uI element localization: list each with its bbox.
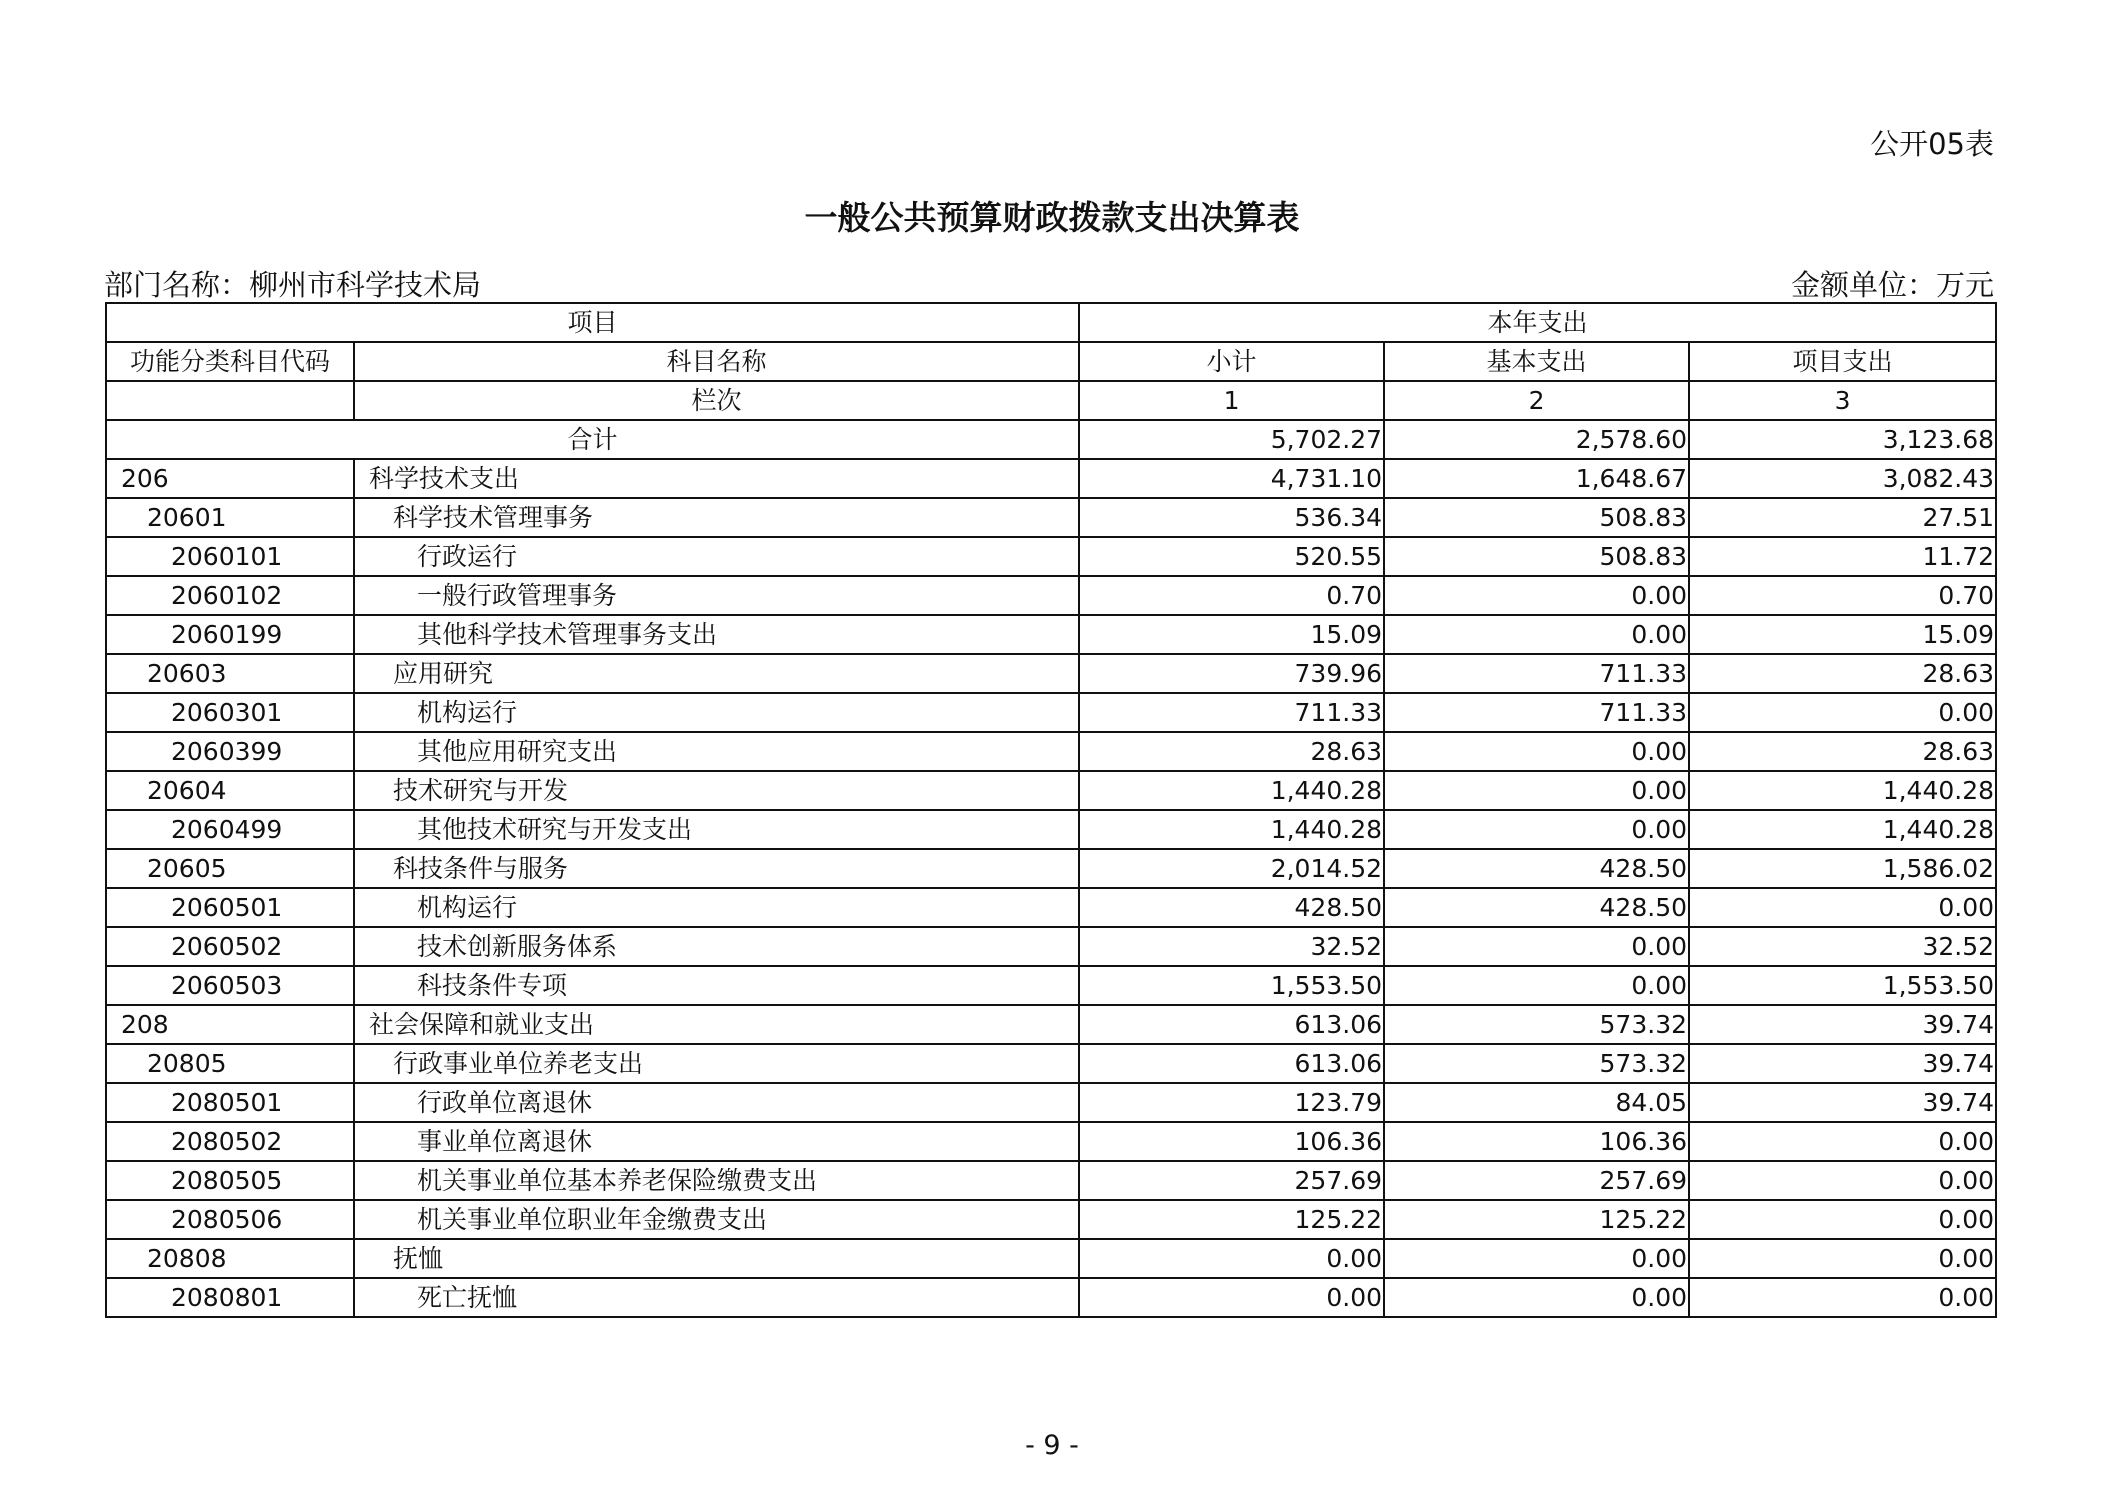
row-basic: 0.00 bbox=[1384, 966, 1689, 1005]
row-name: 技术研究与开发 bbox=[354, 771, 1079, 810]
row-name: 社会保障和就业支出 bbox=[354, 1005, 1079, 1044]
row-name: 科技条件与服务 bbox=[354, 849, 1079, 888]
row-code: 2060199 bbox=[106, 615, 354, 654]
row-subtotal: 1,440.28 bbox=[1079, 810, 1384, 849]
row-code: 20601 bbox=[106, 498, 354, 537]
budget-table bbox=[105, 302, 1997, 1318]
row-basic: 106.36 bbox=[1384, 1122, 1689, 1161]
table-row bbox=[106, 927, 1996, 966]
total-project: 3,123.68 bbox=[1689, 420, 1996, 459]
row-project: 39.74 bbox=[1689, 1005, 1996, 1044]
row-name: 其他科学技术管理事务支出 bbox=[354, 615, 1079, 654]
row-project: 0.00 bbox=[1689, 888, 1996, 927]
row-code: 208 bbox=[106, 1005, 354, 1044]
row-project: 1,553.50 bbox=[1689, 966, 1996, 1005]
row-project: 0.00 bbox=[1689, 1161, 1996, 1200]
row-basic: 0.00 bbox=[1384, 615, 1689, 654]
row-code: 2060501 bbox=[106, 888, 354, 927]
total-label: 合计 bbox=[106, 420, 1079, 459]
header-blank bbox=[106, 381, 354, 420]
row-subtotal: 1,553.50 bbox=[1079, 966, 1384, 1005]
row-subtotal: 536.34 bbox=[1079, 498, 1384, 537]
row-name: 机关事业单位职业年金缴费支出 bbox=[354, 1200, 1079, 1239]
row-subtotal: 4,731.10 bbox=[1079, 459, 1384, 498]
row-name: 机构运行 bbox=[354, 693, 1079, 732]
row-name: 科技条件专项 bbox=[354, 966, 1079, 1005]
row-project: 28.63 bbox=[1689, 732, 1996, 771]
table-row bbox=[106, 1200, 1996, 1239]
table-row bbox=[106, 498, 1996, 537]
row-basic: 0.00 bbox=[1384, 1278, 1689, 1317]
row-subtotal: 257.69 bbox=[1079, 1161, 1384, 1200]
row-code: 20603 bbox=[106, 654, 354, 693]
row-subtotal: 711.33 bbox=[1079, 693, 1384, 732]
row-basic: 0.00 bbox=[1384, 732, 1689, 771]
row-subtotal: 15.09 bbox=[1079, 615, 1384, 654]
header-row-3 bbox=[106, 381, 1996, 420]
row-subtotal: 2,014.52 bbox=[1079, 849, 1384, 888]
header-col-3: 3 bbox=[1689, 381, 1996, 420]
row-basic: 573.32 bbox=[1384, 1005, 1689, 1044]
row-basic: 257.69 bbox=[1384, 1161, 1689, 1200]
table-row bbox=[106, 537, 1996, 576]
row-name: 机关事业单位基本养老保险缴费支出 bbox=[354, 1161, 1079, 1200]
page-title: 一般公共预算财政拨款支出决算表 bbox=[804, 198, 1300, 237]
row-name: 抚恤 bbox=[354, 1239, 1079, 1278]
row-code: 2080506 bbox=[106, 1200, 354, 1239]
row-code: 2060499 bbox=[106, 810, 354, 849]
table-row bbox=[106, 810, 1996, 849]
row-project: 0.00 bbox=[1689, 1278, 1996, 1317]
form-code: 公开05表 bbox=[1870, 127, 1994, 161]
table-row bbox=[106, 1161, 1996, 1200]
row-code: 2080501 bbox=[106, 1083, 354, 1122]
row-basic: 573.32 bbox=[1384, 1044, 1689, 1083]
total-subtotal: 5,702.27 bbox=[1079, 420, 1384, 459]
row-basic: 428.50 bbox=[1384, 888, 1689, 927]
header-col-label: 栏次 bbox=[354, 381, 1079, 420]
row-code: 2060503 bbox=[106, 966, 354, 1005]
table-row bbox=[106, 1044, 1996, 1083]
row-basic: 428.50 bbox=[1384, 849, 1689, 888]
row-basic: 0.00 bbox=[1384, 1239, 1689, 1278]
table-row bbox=[106, 1083, 1996, 1122]
row-project: 1,440.28 bbox=[1689, 810, 1996, 849]
table-row bbox=[106, 732, 1996, 771]
row-code: 2080801 bbox=[106, 1278, 354, 1317]
row-name: 其他技术研究与开发支出 bbox=[354, 810, 1079, 849]
total-basic: 2,578.60 bbox=[1384, 420, 1689, 459]
row-code: 2060102 bbox=[106, 576, 354, 615]
row-code: 2080505 bbox=[106, 1161, 354, 1200]
row-code: 2080502 bbox=[106, 1122, 354, 1161]
row-project: 0.00 bbox=[1689, 1200, 1996, 1239]
row-name: 一般行政管理事务 bbox=[354, 576, 1079, 615]
row-subtotal: 613.06 bbox=[1079, 1044, 1384, 1083]
row-name: 死亡抚恤 bbox=[354, 1278, 1079, 1317]
row-project: 32.52 bbox=[1689, 927, 1996, 966]
row-code: 206 bbox=[106, 459, 354, 498]
row-basic: 0.00 bbox=[1384, 810, 1689, 849]
row-name: 事业单位离退休 bbox=[354, 1122, 1079, 1161]
amount-unit: 金额单位：万元 bbox=[1790, 268, 1994, 302]
table-row bbox=[106, 966, 1996, 1005]
row-code: 2060301 bbox=[106, 693, 354, 732]
row-basic: 508.83 bbox=[1384, 498, 1689, 537]
row-project: 0.00 bbox=[1689, 693, 1996, 732]
row-basic: 0.00 bbox=[1384, 576, 1689, 615]
row-code: 20605 bbox=[106, 849, 354, 888]
row-code: 20604 bbox=[106, 771, 354, 810]
row-project: 15.09 bbox=[1689, 615, 1996, 654]
row-code: 2060101 bbox=[106, 537, 354, 576]
row-name: 行政事业单位养老支出 bbox=[354, 1044, 1079, 1083]
row-subtotal: 428.50 bbox=[1079, 888, 1384, 927]
row-subtotal: 0.00 bbox=[1079, 1278, 1384, 1317]
row-basic: 0.00 bbox=[1384, 771, 1689, 810]
table-row bbox=[106, 888, 1996, 927]
row-code: 20808 bbox=[106, 1239, 354, 1278]
row-name: 科学技术支出 bbox=[354, 459, 1079, 498]
row-subtotal: 520.55 bbox=[1079, 537, 1384, 576]
header-col-2: 2 bbox=[1384, 381, 1689, 420]
row-basic: 0.00 bbox=[1384, 927, 1689, 966]
row-project: 39.74 bbox=[1689, 1044, 1996, 1083]
row-basic: 711.33 bbox=[1384, 693, 1689, 732]
row-name: 其他应用研究支出 bbox=[354, 732, 1079, 771]
header-col-1: 1 bbox=[1079, 381, 1384, 420]
row-basic: 1,648.67 bbox=[1384, 459, 1689, 498]
row-subtotal: 739.96 bbox=[1079, 654, 1384, 693]
row-basic: 125.22 bbox=[1384, 1200, 1689, 1239]
table-row bbox=[106, 849, 1996, 888]
row-subtotal: 0.00 bbox=[1079, 1239, 1384, 1278]
page-number: - 9 - bbox=[1025, 1430, 1079, 1461]
row-name: 行政单位离退休 bbox=[354, 1083, 1079, 1122]
table-row bbox=[106, 615, 1996, 654]
header-row-1 bbox=[106, 303, 1996, 342]
header-code: 功能分类科目代码 bbox=[106, 342, 354, 381]
row-subtotal: 32.52 bbox=[1079, 927, 1384, 966]
header-project-exp: 项目支出 bbox=[1689, 342, 1996, 381]
row-subtotal: 106.36 bbox=[1079, 1122, 1384, 1161]
row-name: 行政运行 bbox=[354, 537, 1079, 576]
header-basic: 基本支出 bbox=[1384, 342, 1689, 381]
row-project: 0.00 bbox=[1689, 1122, 1996, 1161]
header-project: 项目 bbox=[106, 303, 1079, 342]
row-project: 1,440.28 bbox=[1689, 771, 1996, 810]
row-project: 3,082.43 bbox=[1689, 459, 1996, 498]
table-row bbox=[106, 1239, 1996, 1278]
row-name: 科学技术管理事务 bbox=[354, 498, 1079, 537]
row-project: 1,586.02 bbox=[1689, 849, 1996, 888]
table-row bbox=[106, 1005, 1996, 1044]
row-project: 0.70 bbox=[1689, 576, 1996, 615]
table-row bbox=[106, 459, 1996, 498]
row-subtotal: 28.63 bbox=[1079, 732, 1384, 771]
table-row bbox=[106, 576, 1996, 615]
row-name: 技术创新服务体系 bbox=[354, 927, 1079, 966]
row-name: 应用研究 bbox=[354, 654, 1079, 693]
header-current-year: 本年支出 bbox=[1079, 303, 1996, 342]
row-basic: 84.05 bbox=[1384, 1083, 1689, 1122]
header-subtotal: 小计 bbox=[1079, 342, 1384, 381]
table-row bbox=[106, 1122, 1996, 1161]
row-code: 20805 bbox=[106, 1044, 354, 1083]
row-basic: 711.33 bbox=[1384, 654, 1689, 693]
row-project: 28.63 bbox=[1689, 654, 1996, 693]
row-project: 39.74 bbox=[1689, 1083, 1996, 1122]
row-name: 机构运行 bbox=[354, 888, 1079, 927]
row-basic: 508.83 bbox=[1384, 537, 1689, 576]
row-subtotal: 125.22 bbox=[1079, 1200, 1384, 1239]
header-name: 科目名称 bbox=[354, 342, 1079, 381]
table-row bbox=[106, 1278, 1996, 1317]
row-project: 11.72 bbox=[1689, 537, 1996, 576]
row-subtotal: 613.06 bbox=[1079, 1005, 1384, 1044]
header-row-2 bbox=[106, 342, 1996, 381]
total-row bbox=[106, 420, 1996, 459]
row-code: 2060399 bbox=[106, 732, 354, 771]
row-project: 0.00 bbox=[1689, 1239, 1996, 1278]
row-code: 2060502 bbox=[106, 927, 354, 966]
department-name: 部门名称：柳州市科学技术局 bbox=[104, 268, 482, 302]
table-row bbox=[106, 693, 1996, 732]
row-subtotal: 0.70 bbox=[1079, 576, 1384, 615]
table-row bbox=[106, 654, 1996, 693]
row-subtotal: 1,440.28 bbox=[1079, 771, 1384, 810]
row-project: 27.51 bbox=[1689, 498, 1996, 537]
table-row bbox=[106, 771, 1996, 810]
row-subtotal: 123.79 bbox=[1079, 1083, 1384, 1122]
